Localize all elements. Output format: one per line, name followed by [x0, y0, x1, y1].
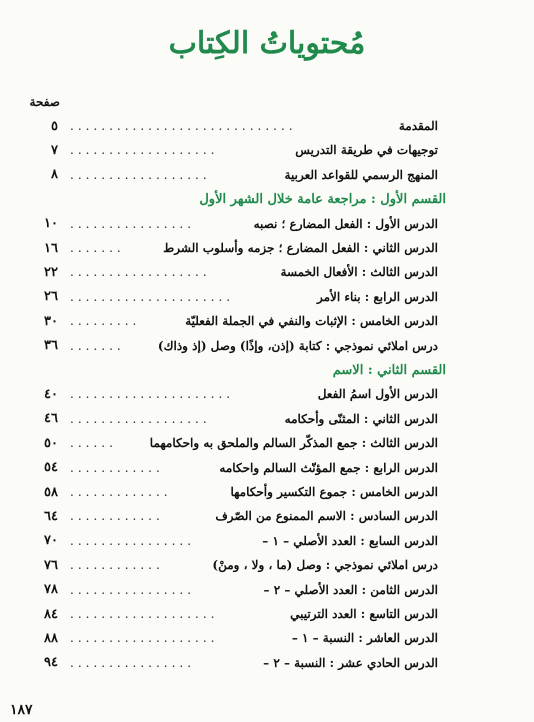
- page-column-header: صفحة: [29, 95, 60, 109]
- entry-label: الدرس التاسع : العدد الترتيبي: [290, 607, 438, 621]
- leader-dots: ................: [70, 533, 196, 548]
- entry-page-number: ٢٦: [44, 289, 58, 305]
- leader-dots: ...................: [70, 631, 219, 646]
- toc-entry: [0, 163, 534, 187]
- leader-dots: .....................: [70, 387, 235, 402]
- entry-page-number: ١٦: [44, 240, 58, 256]
- entry-label: المقدمة: [398, 119, 438, 133]
- toc-entry: [0, 456, 534, 480]
- footer-page-number: ١٨٧: [10, 702, 33, 718]
- leader-dots: ...................: [70, 607, 219, 621]
- entry-page-number: ٩٤: [44, 655, 58, 671]
- toc-section-heading: [0, 187, 534, 211]
- entry-label: الدرس الرابع : جمع المؤنّث السالم واحكامه: [219, 460, 438, 475]
- toc-entry: [0, 578, 534, 602]
- entry-page-number: ٥٠: [44, 435, 58, 451]
- entry-page-number: ٨٨: [44, 630, 58, 646]
- leader-dots: ..................: [70, 167, 211, 182]
- entry-label: درس املائي نموذجي : كتابة (إذن، وإذًا) وصل (إذ وذاك): [157, 338, 438, 353]
- entry-page-number: ٧: [51, 142, 58, 158]
- toc-entry: [0, 407, 534, 431]
- entry-page-number: ٤٦: [44, 411, 58, 427]
- toc-entry: [0, 138, 534, 162]
- entry-page-number: ٣٠: [44, 313, 58, 329]
- leader-dots: ................: [70, 216, 196, 231]
- entry-label: الدرس الحادي عشر : النسبة – ٢ –: [263, 655, 438, 670]
- toc-entry: [0, 212, 534, 236]
- entry-page-number: ٧٨: [44, 582, 58, 598]
- leader-dots: ...................: [70, 143, 219, 158]
- entry-page-number: ٣٦: [44, 338, 58, 354]
- leader-dots: .............: [70, 485, 172, 499]
- entry-page-number: ٥٨: [44, 484, 58, 500]
- leader-dots: ..................: [70, 265, 211, 280]
- entry-label: الدرس السادس : الاسم الممنوع من الصّرف: [215, 509, 438, 524]
- toc-entry: [0, 651, 534, 675]
- entry-page-number: ١٠: [44, 216, 58, 232]
- entry-label: درس املائي نموذجي : وصل (ما ، ولا ، ومنْ): [212, 558, 438, 573]
- entry-label: الدرس العاشر : النسبة – ١ –: [291, 631, 438, 646]
- toc-entry: [0, 553, 534, 577]
- entry-label: الدرس السابع : العدد الأصلي – ١ –: [262, 533, 438, 548]
- toc-entry: [0, 309, 534, 333]
- toc-entry: [0, 114, 534, 138]
- entry-label: توجيهات في طريقة التدريس: [295, 143, 438, 158]
- leader-dots: ................: [70, 655, 196, 670]
- leader-dots: .......: [70, 338, 125, 353]
- leader-dots: ................: [70, 582, 196, 597]
- entry-label: الدرس الثالث : الأفعال الخمسة: [280, 265, 438, 280]
- toc-entry: [0, 260, 534, 284]
- toc-section-heading: [0, 358, 534, 382]
- leader-dots: .........: [70, 314, 141, 329]
- entry-label: الدرس الثاني : المثنّى وأحكامه: [284, 411, 438, 426]
- toc-entry: [0, 334, 534, 358]
- entry-page-number: ٨: [51, 167, 58, 183]
- entry-page-number: ٥: [51, 118, 58, 134]
- entry-label: الدرس الرابع : بناء الأمر: [316, 289, 438, 304]
- leader-dots: .......: [70, 241, 125, 255]
- toc-entry: [0, 382, 534, 406]
- leader-dots: ............: [70, 460, 164, 475]
- entry-label: الدرس الخامس : الإثبات والنفي في الجملة الفعليّة: [185, 314, 438, 329]
- entry-label: الدرس الأول اسمُ الفعل: [317, 387, 438, 402]
- toc-entry: [0, 431, 534, 455]
- section-title: القسم الثاني : الاسم: [332, 362, 446, 378]
- entry-page-number: ٤٠: [44, 386, 58, 402]
- leader-dots: .....................: [70, 289, 235, 304]
- toc-entry: [0, 529, 534, 553]
- toc-entry: [0, 626, 534, 650]
- toc-entry: [0, 504, 534, 528]
- leader-dots: ............: [70, 509, 164, 524]
- entry-page-number: ٨٤: [44, 606, 58, 622]
- toc-entry: [0, 236, 534, 260]
- entry-page-number: ٥٤: [44, 460, 58, 476]
- toc-entry: [0, 285, 534, 309]
- leader-dots: .............................: [70, 119, 297, 133]
- entry-label: الدرس الثامن : العدد الأصلي – ٢ –: [263, 582, 438, 597]
- leader-dots: ............: [70, 558, 164, 573]
- entry-page-number: ٦٤: [44, 508, 58, 524]
- toc-entry: [0, 602, 534, 626]
- leader-dots: ......: [70, 436, 117, 451]
- entry-label: المنهج الرسمي للقواعد العربية: [284, 167, 438, 182]
- entry-label: الدرس الأول : الفعل المضارع ؛ نصبه: [253, 216, 438, 231]
- toc-entry: [0, 480, 534, 504]
- entry-page-number: ٢٢: [44, 264, 58, 280]
- entry-page-number: ٧٠: [44, 533, 58, 549]
- entry-page-number: ٧٦: [44, 557, 58, 573]
- entry-label: الدرس الثالث : جمع المذكّر السالم والملحق به واحكامهما: [149, 436, 438, 451]
- leader-dots: ..................: [70, 411, 211, 426]
- page-title: مُحتوياتُ الكِتاب: [168, 26, 366, 61]
- entry-label: الدرس الخامس : جموع التكسير وأحكامها: [230, 485, 438, 499]
- section-title: القسم الأول : مراجعة عامة خلال الشهر الأول: [199, 191, 446, 207]
- entry-label: الدرس الثاني : الفعل المضارع ؛ جزمه وأسلوب الشرط: [163, 241, 438, 255]
